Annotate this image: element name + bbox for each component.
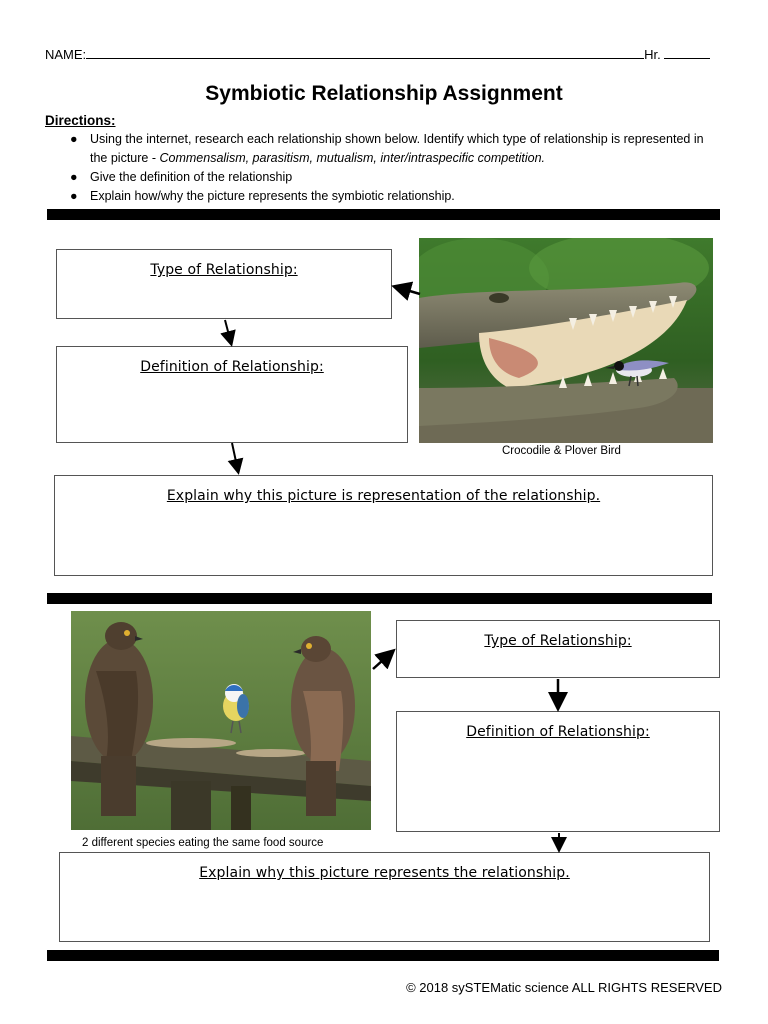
photo-caption-2: 2 different species eating the same food source — [82, 837, 324, 849]
box-title: Definition of Relationship: — [140, 359, 324, 375]
hr-label: Hr. — [644, 47, 661, 62]
box-title: Definition of Relationship: — [466, 724, 650, 740]
directions-item: ● Give the definition of the relationship — [70, 168, 720, 187]
box-title: Explain why this picture represents the relationship. — [199, 865, 570, 881]
arrow-icon — [232, 443, 238, 471]
copyright-footer: © 2018 sySTEMatic science ALL RIGHTS RESERVED — [406, 980, 722, 995]
box-title: Explain why this picture is representation of the relationship. — [166, 488, 601, 504]
directions-item: ● Explain how/why the picture represents the symbiotic relationship. — [70, 187, 720, 206]
name-label: NAME: — [45, 47, 87, 62]
page-title: Symbiotic Relationship Assignment — [205, 82, 563, 105]
directions-heading: Directions: — [45, 113, 116, 128]
directions-item: ● Using the internet, research each relationship shown below. Identify which type of relationship is represented in the picture - Commensalism, parasitism, mutualism, inter/intraspecific competition. — [70, 132, 704, 165]
bullet-icon: ● — [70, 132, 78, 146]
arrow-icon — [225, 320, 231, 343]
box-title: Type of Relationship: — [484, 633, 632, 649]
photo-caption-1: Crocodile & Plover Bird — [502, 445, 621, 457]
arrow-icon — [396, 287, 420, 294]
box-title: Type of Relationship: — [150, 262, 298, 278]
arrow-icon — [373, 652, 392, 669]
bullet-icon: ● — [70, 170, 78, 184]
bullet-icon: ● — [70, 189, 78, 203]
